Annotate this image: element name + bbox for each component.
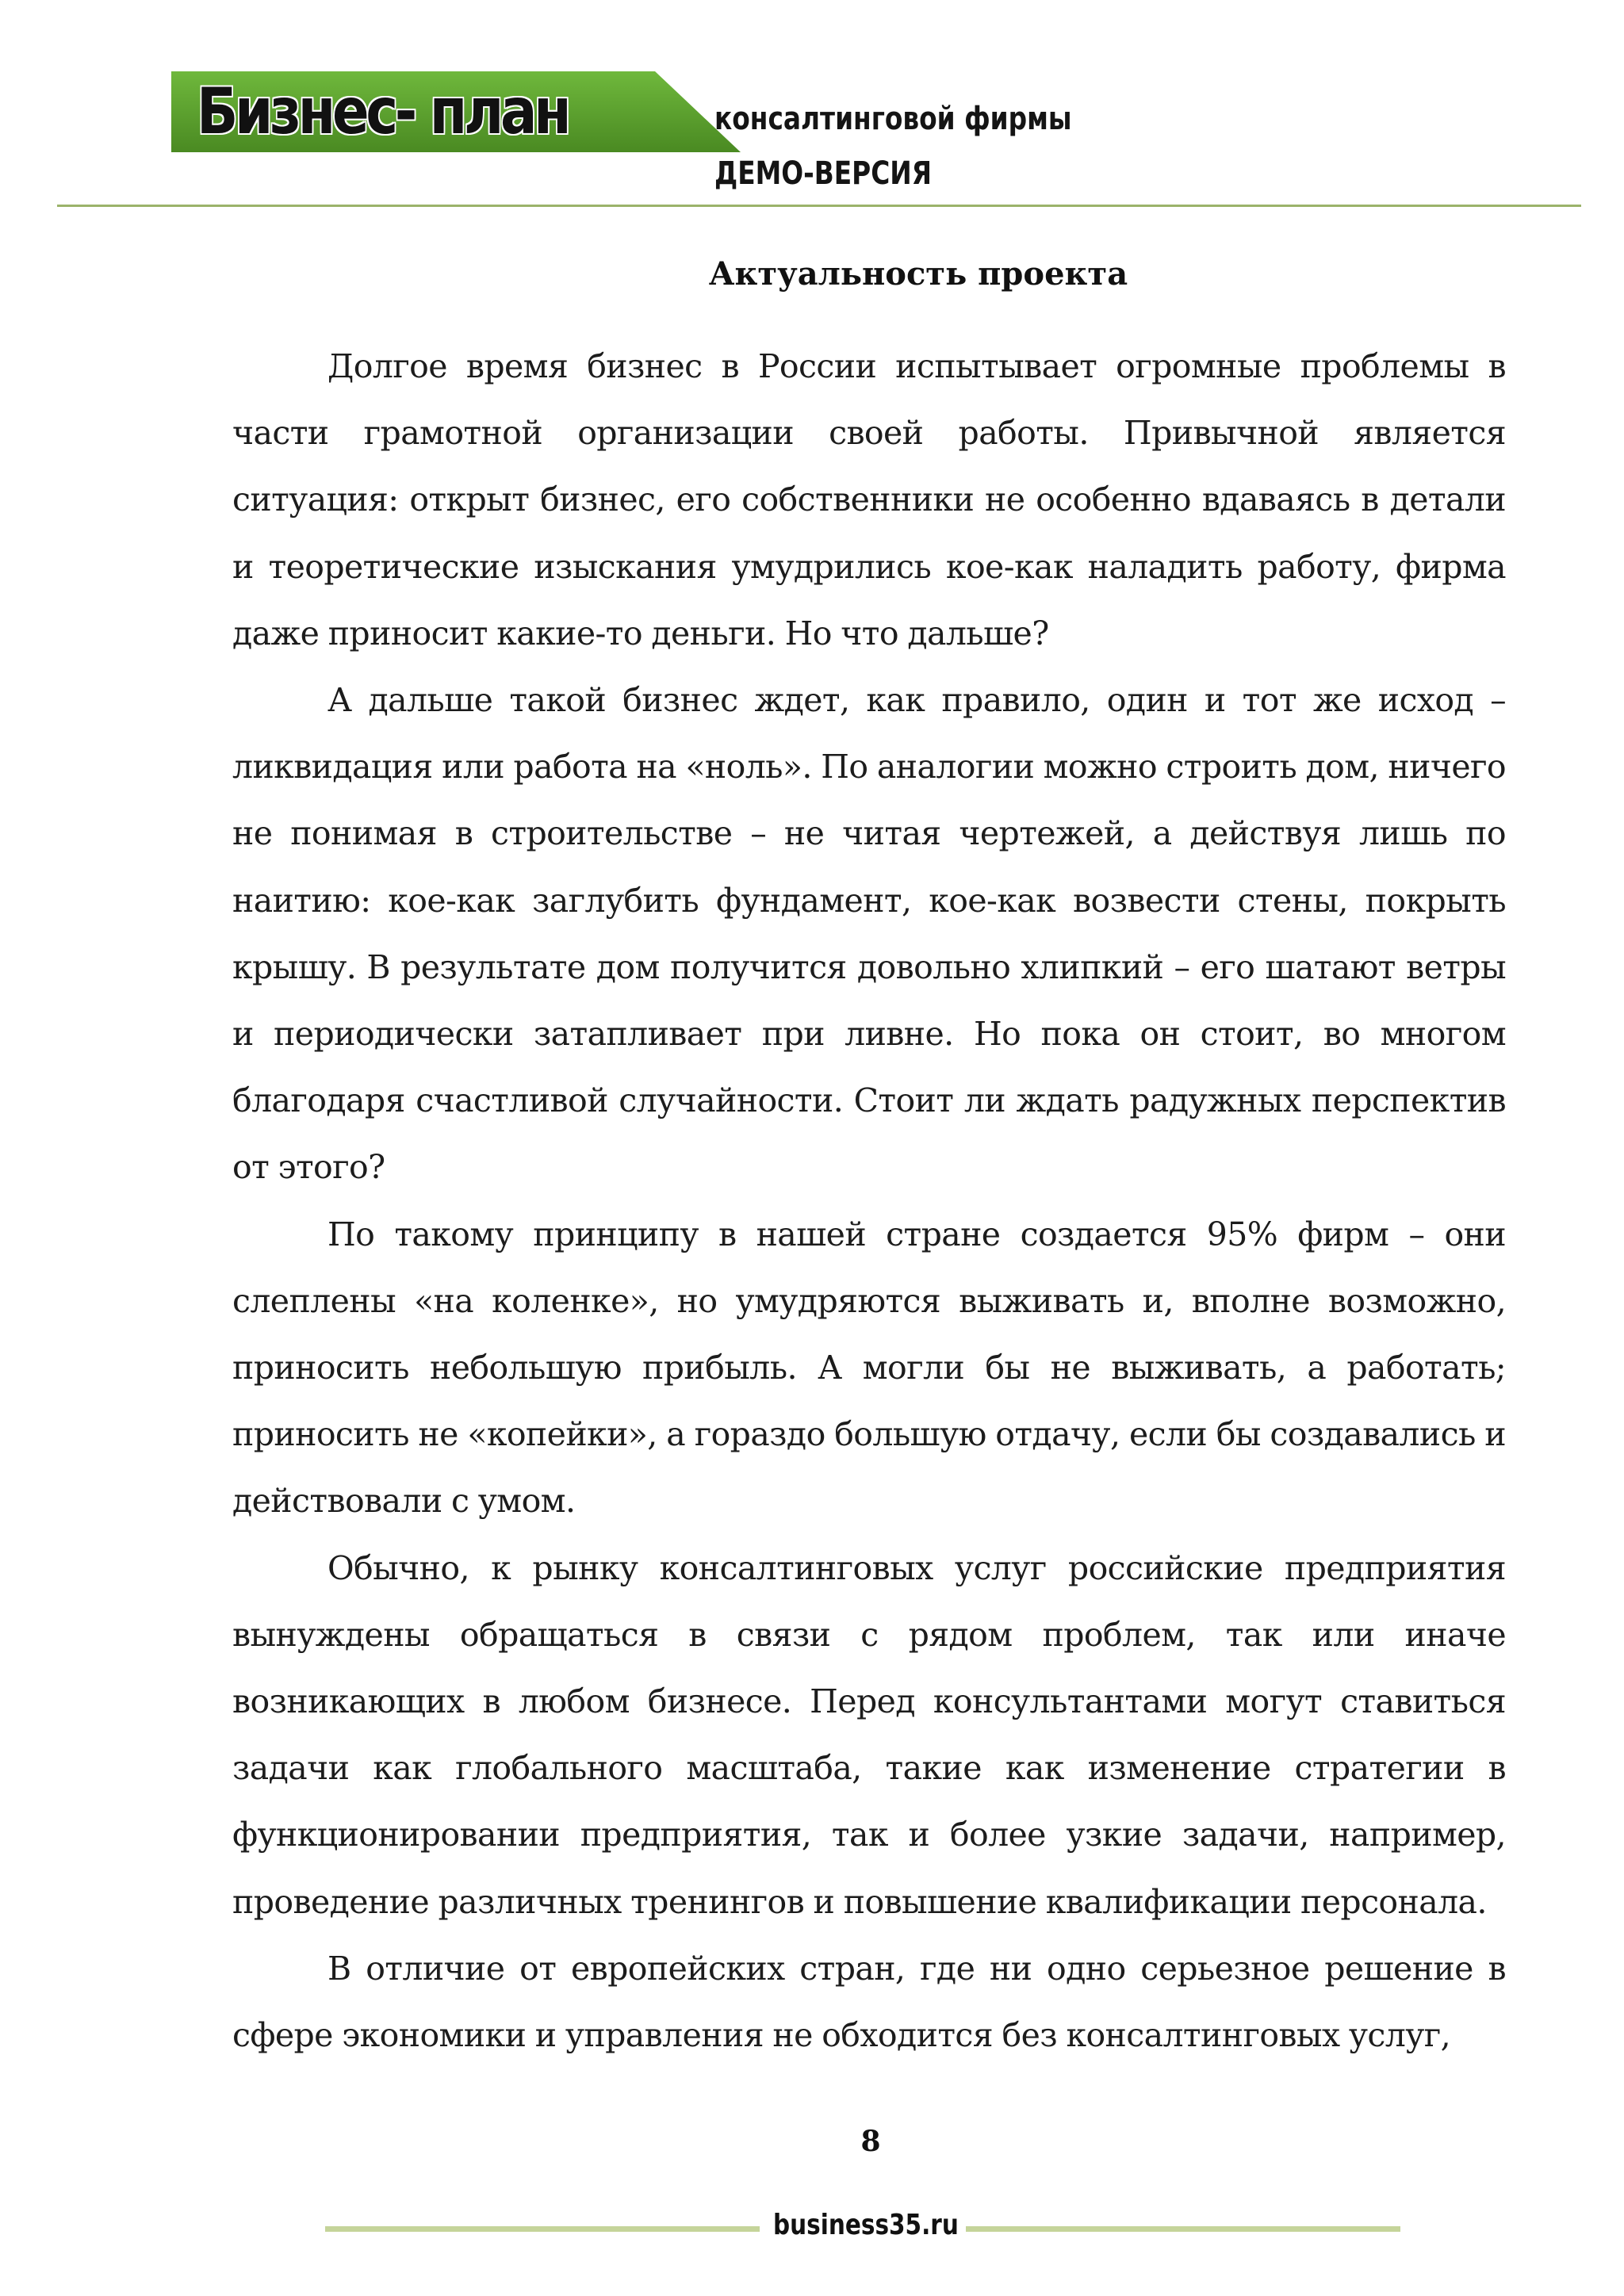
demo-version-label: ДЕМО-ВЕРСИЯ xyxy=(714,155,932,192)
header-divider xyxy=(57,205,1581,207)
header-banner xyxy=(171,71,741,152)
page-number: 8 xyxy=(860,2125,881,2158)
paragraph: В отличие от европейских стран, где ни одно серьезное решение в сфере экономики и управления не обходится без консалтинговых услуг, xyxy=(232,1949,1506,2055)
paragraph: По такому принципу в нашей стране создается 95% фирм – они слеплены «на коленке», но умудряются выживать и, вполне возможно, приносить небольшую прибыль. А могли бы не выживать, а работать; приносить не «копейки», а гораздо большую отдачу, если бы создавались и действовали с умом. xyxy=(232,1215,1506,1521)
header-subtitle: консалтинговой фирмы xyxy=(714,101,1072,137)
footer-divider-left xyxy=(325,2226,760,2232)
footer-divider-right xyxy=(966,2226,1400,2232)
paragraph: А дальше такой бизнес ждет, как правило, один и тот же исход – ликвидация или работа на «ноль». По аналогии можно строить дом, ничего не понимая в строительстве – не читая чертежей, а действуя лишь по наитию: кое-как заглубить фундамент, кое-как возвести стены, покрыть крышу. В результате дом получится довольно хлипкий – его шатают ветры и периодически затапливает при ливне. Но пока он стоит, во многом благодаря счастливой случайности. Стоит ли ждать радужных перспектив от этого? xyxy=(232,681,1506,1187)
section-heading: Актуальность проекта xyxy=(708,255,1128,293)
footer-website: business35.ru xyxy=(773,2209,959,2241)
document-body xyxy=(232,333,1506,2068)
banner-title: Бизнес- план xyxy=(197,75,569,148)
paragraph: Обычно, к рынку консалтинговых услуг российские предприятия вынуждены обращаться в связи с рядом проблем, так или иначе возникающих в любом бизнесе. Перед консультантами могут ставиться задачи как глобального масштаба, такие как изменение стратегии в функционировании предприятия, так и более узкие задачи, например, проведение различных тренингов и повышение квалификации персонала. xyxy=(232,1548,1506,1921)
paragraph: Долгое время бизнес в России испытывает огромные проблемы в части грамотной организации своей работы. Привычной является ситуация: открыт бизнес, его собственники не особенно вдаваясь в детали и теоретические изыскания умудрились кое-как наладить работу, фирма даже приносит какие-то деньги. Но что дальше? xyxy=(232,347,1506,652)
